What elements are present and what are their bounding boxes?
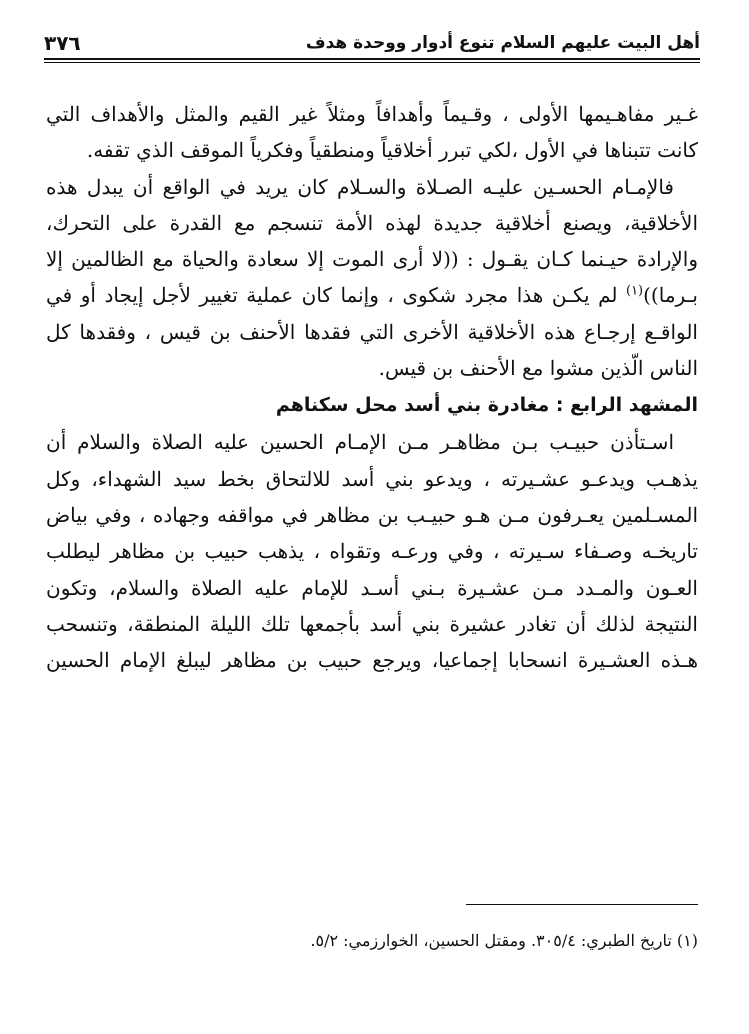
section-heading: المشهد الرابع : مغادرة بني أسد محل سكناهم <box>275 394 698 417</box>
header-rule-thick <box>44 58 700 60</box>
header-rule-thin <box>44 62 700 63</box>
paragraph-1: غـير مفاهـيمها الأولى ، وقـيماً وأهدافاً ومثلاً غير القيم والمثل والأهداف التي كانت تتبناها في الأول ،لكي تبرر أخلاقياً ومنطقياً وفكرياً الموقف الذي تقفه. <box>46 102 698 163</box>
paragraph-2-part-2: لم يكـن هذا مجرد شكوى ، وإنما كان عملية تغيير لأجل إيجاد أو في الواقـع إرجـاع هذه الأخلاقية الأخرى التي فقدها الأحنف بن قيس ، وفقدها كل الناس الّذين مشوا مع الأحنف بن قيس. <box>46 283 698 381</box>
paragraph-3: اسـتأذن حبيـب بـن مظاهـر مـن الإمـام الحسين عليه الصلاة والسلام أن يذهـب ويدعـو عشـيرته ، ويدعو بني أسد للالتحاق بخط سيد الشهداء، وكل المسـلمين يعـرفون مـن هـو حبيـب بن مظاهر في مواقفه وجهاده ، وفي بياض تاريخـه وصـفاء سـيرته ، وفي ورعـه وتقواه ، يذهب حبيب بن مظاهر ليطلب العـون والمـدد مـن عشـيرة بـني أسـد للإمام عليه الصلاة والسلام، وتكون النتيجة لذلك أن تغادر عشيرة بني أسد بأجمعها تلك الليلة المنطقة، وتنسحب هـذه العشـيرة انسحابا إجماعيا، ويرجع حبيب بن مظاهر ليبلغ الإمام الحسين <box>46 430 698 673</box>
main-text <box>46 96 698 678</box>
running-title: أهل البيت عليهم السلام تنوع أدوار ووحدة هدف <box>305 33 700 53</box>
paragraph-2 <box>46 169 698 387</box>
running-header <box>44 26 700 60</box>
paragraph-2-part-1: فالإمـام الحسـين عليـه الصـلاة والسـلام كان يريد في الواقع أن يبدل هذه الأخلاقية، ويصنع أخلاقية جديدة لهذه الأمة تنسجم مع القدرة على التحرك، والإرادة حيـنما كـان يقـول : ((لا أرى الموت إلا سعادة والحياة مع الظالمين إلا بـرما)) <box>46 174 698 308</box>
footnote-marker[interactable]: (١) <box>625 283 644 299</box>
footnote-separator <box>466 904 698 905</box>
footnote: (١) تاريخ الطبري: ٣٠٥/٤. ومقتل الحسين، الخوارزمي: ٥/٢. <box>310 931 698 950</box>
page-number: ٣٧٦ <box>44 31 81 55</box>
